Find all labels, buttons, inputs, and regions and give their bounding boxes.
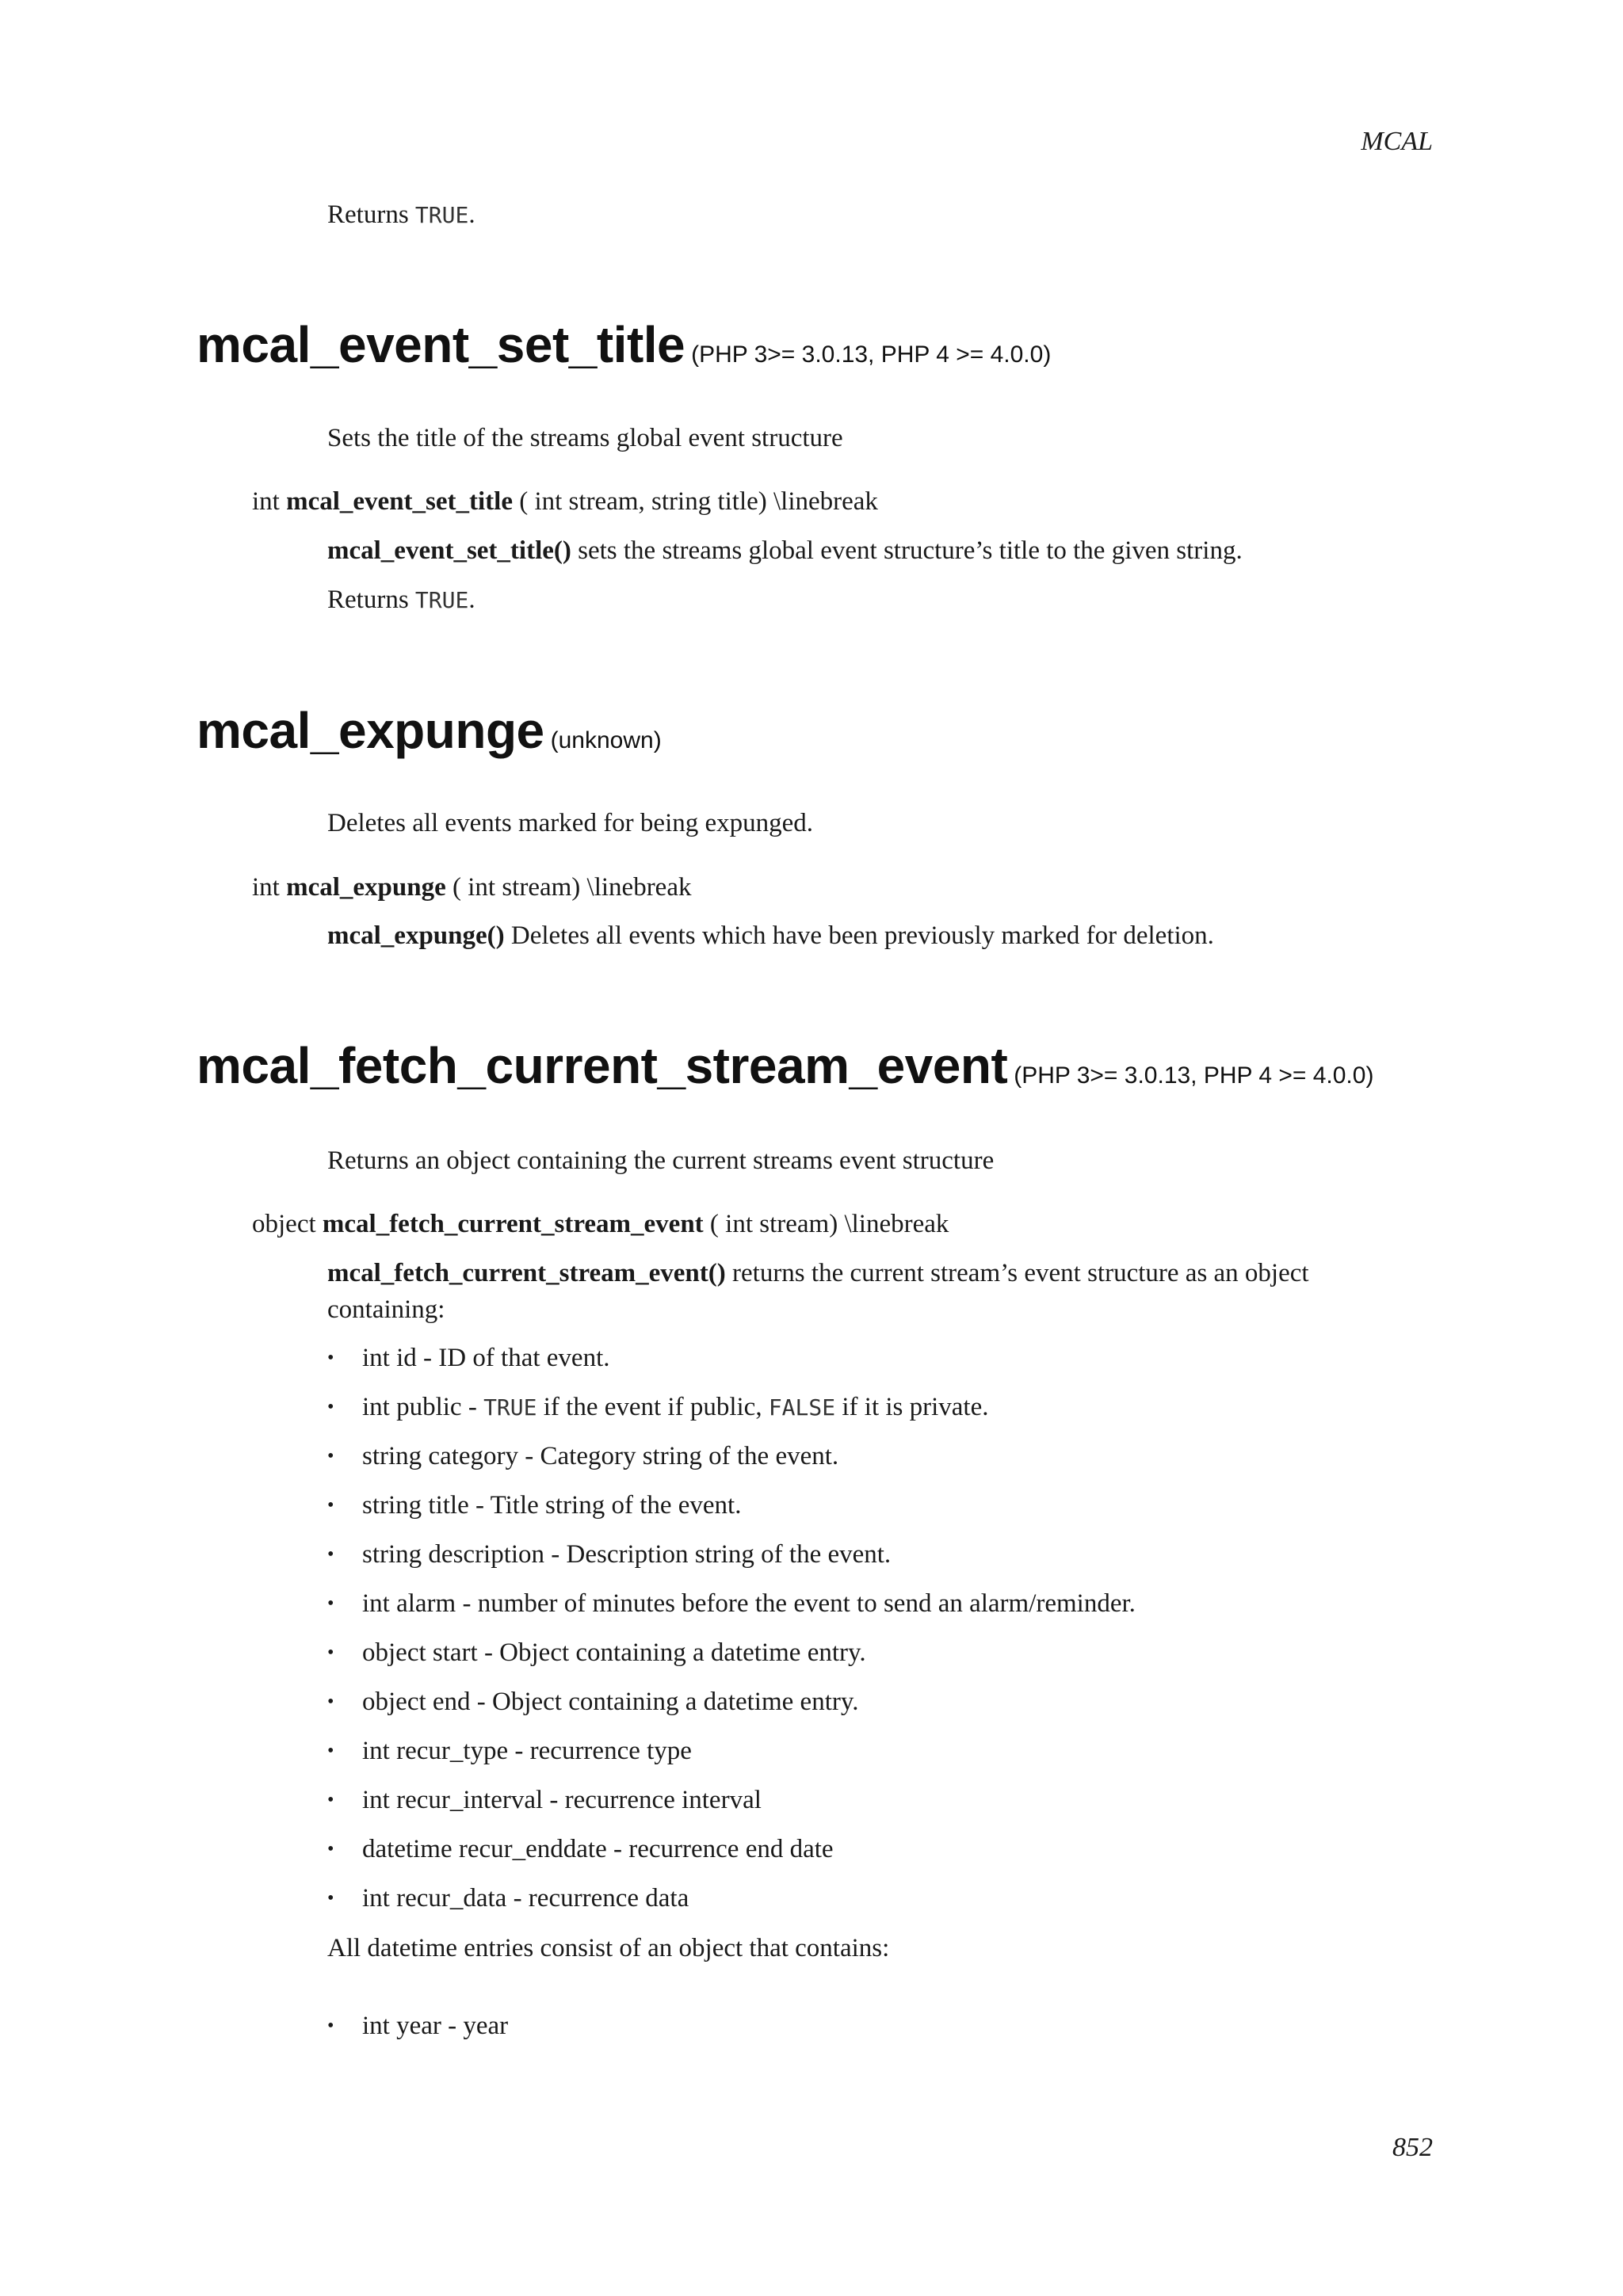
- event-fields-list: [327, 1340, 1421, 1929]
- function-heading: [197, 315, 1051, 374]
- function-heading: [197, 1036, 1373, 1095]
- description-text: returns the current stream’s event structure as an object containing:: [327, 1259, 1309, 1324]
- running-head: MCAL: [1361, 127, 1433, 156]
- returns-prefix: Returns: [327, 200, 409, 229]
- description-function-name: mcal_expunge(): [327, 921, 505, 950]
- list-item: • int recur_interval - recurrence interval: [327, 1782, 1421, 1831]
- list-item: • int recur_type - recurrence type: [327, 1733, 1421, 1782]
- list-item: • string title - Title string of the event.: [327, 1487, 1421, 1536]
- function-purpose: Deletes all events marked for being expunged.: [327, 809, 814, 837]
- function-version: (PHP 3>= 3.0.13, PHP 4 >= 4.0.0): [1014, 1062, 1374, 1089]
- signature-return-type: int: [252, 487, 280, 516]
- page-number: 852: [1392, 2133, 1433, 2162]
- list-item: • string category - Category string of the event.: [327, 1438, 1421, 1487]
- signature-args: ( int stream) \linebreak: [453, 873, 692, 902]
- list-item: • object start - Object containing a datetime entry.: [327, 1634, 1421, 1684]
- signature-args: ( int stream) \linebreak: [709, 1210, 949, 1238]
- description-text: Deletes all events which have been previously marked for deletion.: [504, 921, 1214, 950]
- returns-suffix: .: [468, 585, 475, 614]
- list-item: • int id - ID of that event.: [327, 1340, 1421, 1389]
- datetime-intro: All datetime entries consist of an object that contains:: [327, 1934, 890, 1962]
- function-version: (PHP 3>= 3.0.13, PHP 4 >= 4.0.0): [691, 341, 1052, 368]
- signature-args: ( int stream, string title) \linebreak: [519, 487, 878, 516]
- signature-return-type: int: [252, 873, 280, 902]
- function-signature: [252, 483, 1441, 520]
- list-item-suffix: if it is private.: [835, 1393, 989, 1421]
- list-item: • int recur_data - recurrence data: [327, 1880, 1421, 1929]
- function-description: [327, 532, 1421, 569]
- description-text: sets the streams global event structure’s title to the given string.: [571, 536, 1243, 565]
- function-description: [327, 1255, 1381, 1328]
- list-item-prefix: int public -: [362, 1393, 484, 1421]
- description-function-name: mcal_event_set_title(): [327, 536, 571, 565]
- list-item: [327, 1389, 1421, 1438]
- function-signature: [252, 869, 1441, 906]
- list-item: • int alarm - number of minutes before the event to send an alarm/reminder.: [327, 1585, 1421, 1634]
- function-purpose: Sets the title of the streams global event structure: [327, 424, 843, 452]
- returns-line: [327, 582, 1421, 619]
- true-value: TRUE: [483, 1394, 537, 1421]
- function-name: mcal_expunge: [197, 702, 544, 759]
- returns-value: TRUE: [414, 587, 469, 613]
- function-name: mcal_event_set_title: [197, 316, 685, 373]
- function-heading: [197, 701, 662, 760]
- function-version: (unknown): [550, 727, 662, 753]
- signature-name: mcal_event_set_title: [286, 487, 513, 516]
- list-item: • object end - Object containing a datetime entry.: [327, 1684, 1421, 1733]
- signature-name: mcal_expunge: [286, 873, 446, 902]
- function-name: mcal_fetch_current_stream_event: [197, 1037, 1008, 1094]
- datetime-fields-list: [327, 2008, 1421, 2057]
- function-signature: [252, 1206, 1441, 1242]
- list-item: • datetime recur_enddate - recurrence end date: [327, 1831, 1421, 1880]
- returns-suffix: .: [468, 200, 475, 229]
- function-purpose: Returns an object containing the current streams event structure: [327, 1146, 995, 1175]
- signature-return-type: object: [252, 1210, 316, 1238]
- description-function-name: mcal_fetch_current_stream_event(): [327, 1259, 726, 1287]
- false-value: FALSE: [768, 1394, 836, 1421]
- function-description: [327, 917, 1421, 954]
- list-item-mid: if the event if public,: [537, 1393, 769, 1421]
- signature-name: mcal_fetch_current_stream_event: [322, 1210, 704, 1238]
- list-item: • int year - year: [327, 2008, 1421, 2057]
- returns-line: [327, 196, 1421, 234]
- returns-value: TRUE: [414, 202, 469, 228]
- list-item: • string description - Description string of the event.: [327, 1536, 1421, 1585]
- returns-prefix: Returns: [327, 585, 409, 614]
